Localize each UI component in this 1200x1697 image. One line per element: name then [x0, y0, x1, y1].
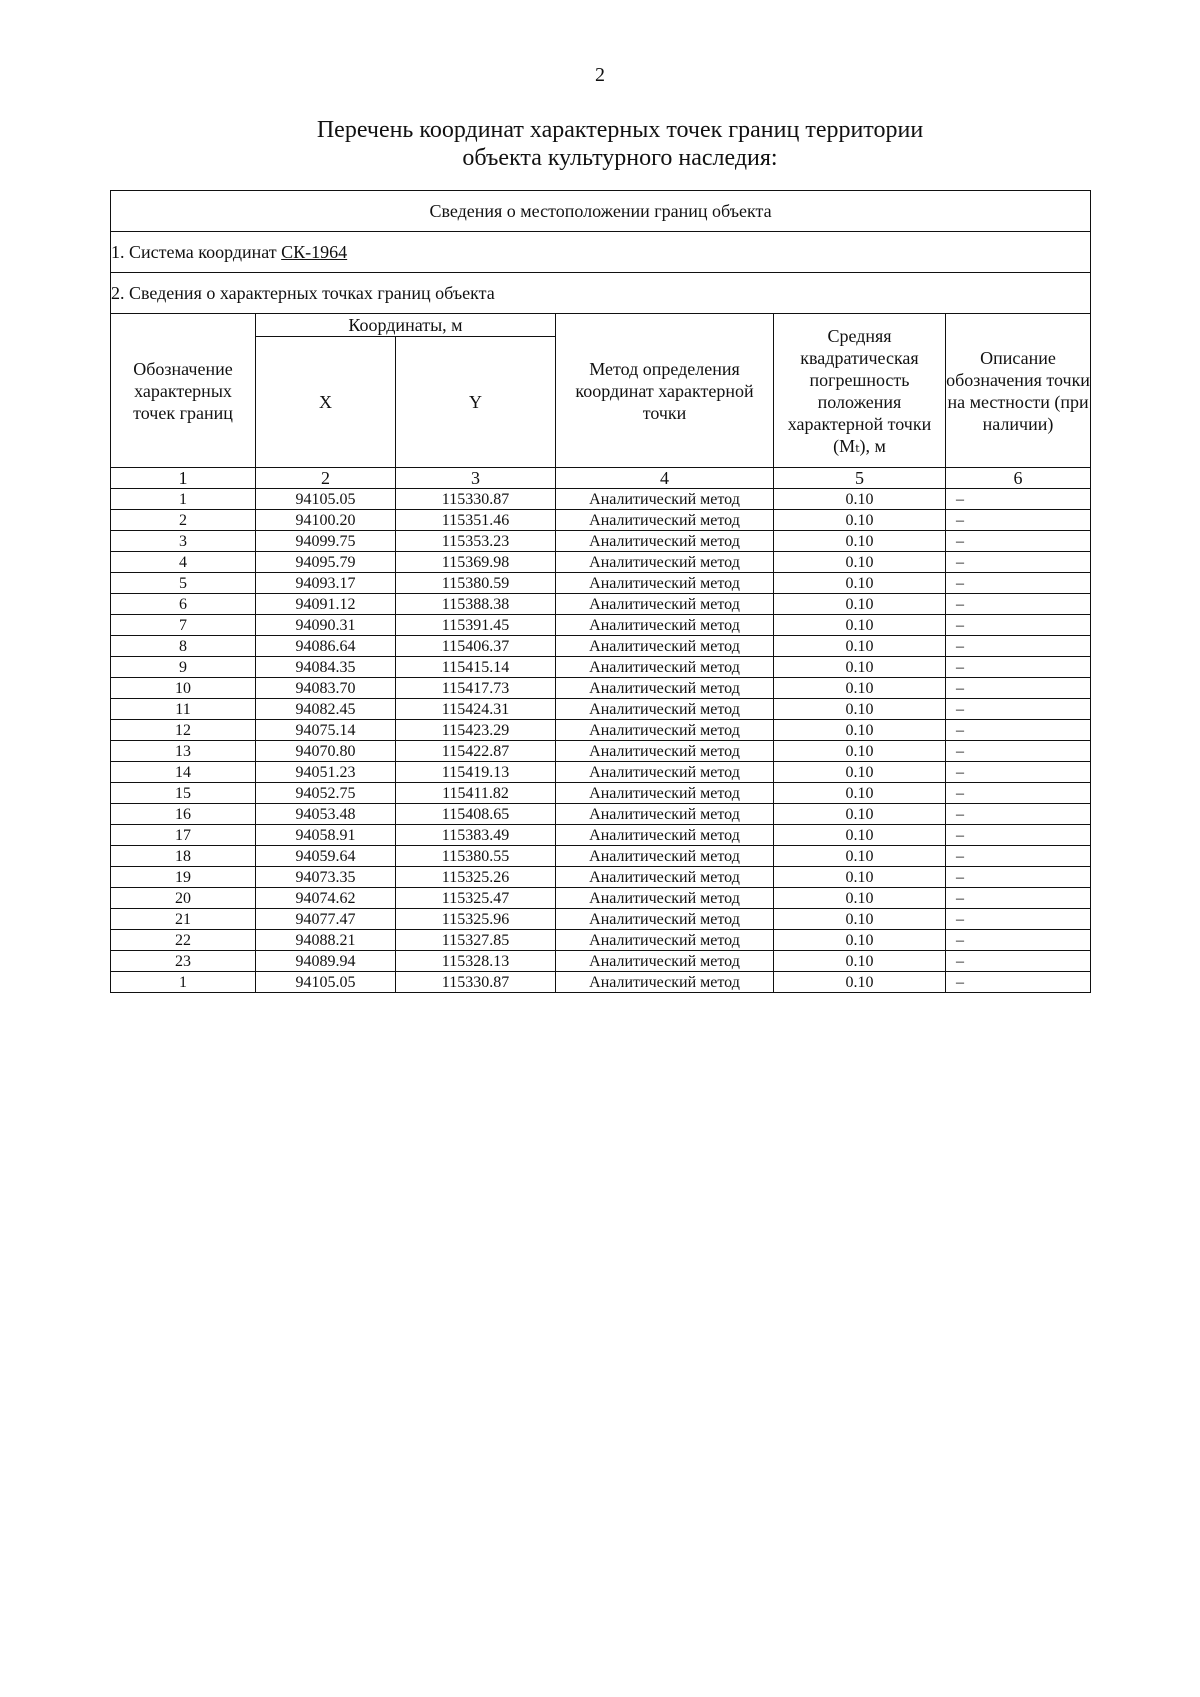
cell-y: 115417.73 [396, 678, 556, 699]
cell-x: 94082.45 [256, 699, 396, 720]
cell-y: 115422.87 [396, 741, 556, 762]
cell-desc: – [946, 783, 1091, 804]
cell-x: 94051.23 [256, 762, 396, 783]
cell-y: 115325.47 [396, 888, 556, 909]
cell-error: 0.10 [774, 510, 946, 531]
cell-x: 94059.64 [256, 846, 396, 867]
cell-y: 115408.65 [396, 804, 556, 825]
cell-y: 115325.96 [396, 909, 556, 930]
cell-desc: – [946, 867, 1091, 888]
cell-desc: – [946, 762, 1091, 783]
cell-error: 0.10 [774, 615, 946, 636]
cell-desc: – [946, 636, 1091, 657]
col-header-y: Y [396, 337, 556, 468]
table-row [111, 741, 1091, 762]
cell-method: Аналитический метод [556, 951, 774, 972]
col-number: 1 [111, 468, 256, 489]
cell-x: 94073.35 [256, 867, 396, 888]
cell-error: 0.10 [774, 489, 946, 510]
coordinates-table-frame [110, 190, 1090, 993]
page-number: 2 [595, 64, 605, 86]
cell-method: Аналитический метод [556, 552, 774, 573]
column-number-row [111, 468, 1091, 489]
cell-x: 94095.79 [256, 552, 396, 573]
cell-point: 8 [111, 636, 256, 657]
cell-x: 94088.21 [256, 930, 396, 951]
cell-point: 6 [111, 594, 256, 615]
coord-system-prefix: 1. Система координат [111, 241, 282, 262]
table-row [111, 699, 1091, 720]
cell-method: Аналитический метод [556, 888, 774, 909]
cell-desc: – [946, 825, 1091, 846]
cell-y: 115380.55 [396, 846, 556, 867]
cell-method: Аналитический метод [556, 594, 774, 615]
col-header-x: X [256, 337, 396, 468]
cell-method: Аналитический метод [556, 825, 774, 846]
cell-y: 115330.87 [396, 972, 556, 993]
cell-point: 16 [111, 804, 256, 825]
cell-desc: – [946, 489, 1091, 510]
col-header-point: Обозначение характерных точек границ [111, 314, 256, 468]
cell-desc: – [946, 552, 1091, 573]
cell-method: Аналитический метод [556, 531, 774, 552]
cell-x: 94100.20 [256, 510, 396, 531]
cell-x: 94053.48 [256, 804, 396, 825]
cell-desc: – [946, 846, 1091, 867]
coord-system-cell [111, 232, 1091, 273]
cell-x: 94090.31 [256, 615, 396, 636]
cell-point: 18 [111, 846, 256, 867]
points-header: 2. Сведения о характерных точках границ объекта [111, 273, 1091, 314]
cell-desc: – [946, 804, 1091, 825]
cell-x: 94093.17 [256, 573, 396, 594]
cell-error: 0.10 [774, 531, 946, 552]
cell-method: Аналитический метод [556, 867, 774, 888]
cell-desc: – [946, 510, 1091, 531]
cell-desc: – [946, 972, 1091, 993]
cell-desc: – [946, 531, 1091, 552]
cell-point: 7 [111, 615, 256, 636]
title-line-1: Перечень координат характерных точек границ территории [316, 117, 924, 143]
table-row [111, 930, 1091, 951]
cell-x: 94075.14 [256, 720, 396, 741]
cell-method: Аналитический метод [556, 699, 774, 720]
cell-desc: – [946, 888, 1091, 909]
col-number: 2 [256, 468, 396, 489]
cell-y: 115369.98 [396, 552, 556, 573]
col-number: 5 [774, 468, 946, 489]
cell-x: 94077.47 [256, 909, 396, 930]
cell-y: 115325.26 [396, 867, 556, 888]
table-row [111, 909, 1091, 930]
cell-y: 115415.14 [396, 657, 556, 678]
cell-method: Аналитический метод [556, 846, 774, 867]
cell-error: 0.10 [774, 825, 946, 846]
table-row [111, 783, 1091, 804]
cell-method: Аналитический метод [556, 804, 774, 825]
cell-error: 0.10 [774, 972, 946, 993]
cell-point: 2 [111, 510, 256, 531]
coordinates-table [110, 190, 1091, 993]
table-row [111, 510, 1091, 531]
cell-point: 14 [111, 762, 256, 783]
cell-error: 0.10 [774, 846, 946, 867]
cell-method: Аналитический метод [556, 615, 774, 636]
col-number: 6 [946, 468, 1091, 489]
table-row [111, 636, 1091, 657]
cell-point: 11 [111, 699, 256, 720]
section-header-row [111, 191, 1091, 232]
cell-point: 22 [111, 930, 256, 951]
cell-x: 94070.80 [256, 741, 396, 762]
table-row [111, 552, 1091, 573]
cell-y: 115423.29 [396, 720, 556, 741]
table-row [111, 615, 1091, 636]
cell-method: Аналитический метод [556, 636, 774, 657]
cell-x: 94086.64 [256, 636, 396, 657]
cell-y: 115380.59 [396, 573, 556, 594]
table-row [111, 678, 1091, 699]
cell-error: 0.10 [774, 888, 946, 909]
table-row [111, 951, 1091, 972]
cell-point: 23 [111, 951, 256, 972]
col-header-desc: Описание обозначения точки на местности (при наличии) [946, 314, 1091, 468]
cell-x: 94105.05 [256, 489, 396, 510]
cell-point: 20 [111, 888, 256, 909]
table-row [111, 972, 1091, 993]
cell-x: 94052.75 [256, 783, 396, 804]
cell-desc: – [946, 657, 1091, 678]
cell-point: 1 [111, 489, 256, 510]
cell-x: 94083.70 [256, 678, 396, 699]
title-line-2: объекта культурного наследия: [462, 145, 778, 171]
cell-error: 0.10 [774, 594, 946, 615]
cell-error: 0.10 [774, 657, 946, 678]
document-title [0, 116, 1200, 172]
cell-y: 115419.13 [396, 762, 556, 783]
cell-error: 0.10 [774, 951, 946, 972]
table-row [111, 867, 1091, 888]
column-header-row-1 [111, 314, 1091, 337]
col-number: 3 [396, 468, 556, 489]
cell-error: 0.10 [774, 699, 946, 720]
table-row [111, 594, 1091, 615]
cell-y: 115383.49 [396, 825, 556, 846]
cell-y: 115424.31 [396, 699, 556, 720]
cell-method: Аналитический метод [556, 678, 774, 699]
cell-error: 0.10 [774, 762, 946, 783]
cell-error: 0.10 [774, 678, 946, 699]
cell-method: Аналитический метод [556, 762, 774, 783]
cell-x: 94074.62 [256, 888, 396, 909]
cell-point: 4 [111, 552, 256, 573]
cell-point: 3 [111, 531, 256, 552]
table-row [111, 573, 1091, 594]
cell-error: 0.10 [774, 720, 946, 741]
cell-point: 1 [111, 972, 256, 993]
cell-error: 0.10 [774, 909, 946, 930]
cell-point: 13 [111, 741, 256, 762]
table-row [111, 825, 1091, 846]
cell-error: 0.10 [774, 930, 946, 951]
table-row [111, 762, 1091, 783]
table-row [111, 657, 1091, 678]
table-row [111, 804, 1091, 825]
cell-point: 21 [111, 909, 256, 930]
cell-y: 115328.13 [396, 951, 556, 972]
table-row [111, 846, 1091, 867]
cell-method: Аналитический метод [556, 741, 774, 762]
table-row [111, 531, 1091, 552]
cell-method: Аналитический метод [556, 972, 774, 993]
cell-point: 15 [111, 783, 256, 804]
coord-system-name: СК-1964 [281, 241, 348, 262]
cell-error: 0.10 [774, 636, 946, 657]
cell-method: Аналитический метод [556, 930, 774, 951]
col-header-method: Метод определения координат характерной точки [556, 314, 774, 468]
cell-desc: – [946, 699, 1091, 720]
cell-desc: – [946, 720, 1091, 741]
cell-y: 115327.85 [396, 930, 556, 951]
cell-point: 9 [111, 657, 256, 678]
cell-error: 0.10 [774, 552, 946, 573]
points-header-row [111, 273, 1091, 314]
cell-x: 94058.91 [256, 825, 396, 846]
cell-desc: – [946, 573, 1091, 594]
cell-method: Аналитический метод [556, 783, 774, 804]
table-row [111, 888, 1091, 909]
cell-method: Аналитический метод [556, 720, 774, 741]
table-row [111, 489, 1091, 510]
cell-method: Аналитический метод [556, 573, 774, 594]
cell-point: 19 [111, 867, 256, 888]
cell-desc: – [946, 909, 1091, 930]
cell-y: 115353.23 [396, 531, 556, 552]
cell-x: 94089.94 [256, 951, 396, 972]
cell-x: 94084.35 [256, 657, 396, 678]
section-header: Сведения о местоположении границ объекта [111, 191, 1091, 232]
cell-desc: – [946, 678, 1091, 699]
cell-x: 94099.75 [256, 531, 396, 552]
cell-x: 94091.12 [256, 594, 396, 615]
cell-error: 0.10 [774, 867, 946, 888]
col-number: 4 [556, 468, 774, 489]
cell-method: Аналитический метод [556, 909, 774, 930]
cell-method: Аналитический метод [556, 489, 774, 510]
cell-error: 0.10 [774, 783, 946, 804]
cell-error: 0.10 [774, 741, 946, 762]
cell-y: 115351.46 [396, 510, 556, 531]
cell-y: 115406.37 [396, 636, 556, 657]
cell-desc: – [946, 951, 1091, 972]
coord-system-row [111, 232, 1091, 273]
col-header-error: Средняя квадратическая погрешность положения характерной точки (Mₜ), м [774, 314, 946, 468]
cell-error: 0.10 [774, 804, 946, 825]
cell-desc: – [946, 741, 1091, 762]
cell-point: 10 [111, 678, 256, 699]
cell-x: 94105.05 [256, 972, 396, 993]
cell-point: 5 [111, 573, 256, 594]
cell-error: 0.10 [774, 573, 946, 594]
col-header-coords: Координаты, м [256, 314, 556, 337]
cell-desc: – [946, 615, 1091, 636]
cell-y: 115391.45 [396, 615, 556, 636]
cell-y: 115411.82 [396, 783, 556, 804]
cell-method: Аналитический метод [556, 510, 774, 531]
cell-point: 12 [111, 720, 256, 741]
cell-y: 115330.87 [396, 489, 556, 510]
cell-method: Аналитический метод [556, 657, 774, 678]
cell-point: 17 [111, 825, 256, 846]
table-row [111, 720, 1091, 741]
cell-desc: – [946, 594, 1091, 615]
cell-desc: – [946, 930, 1091, 951]
cell-y: 115388.38 [396, 594, 556, 615]
